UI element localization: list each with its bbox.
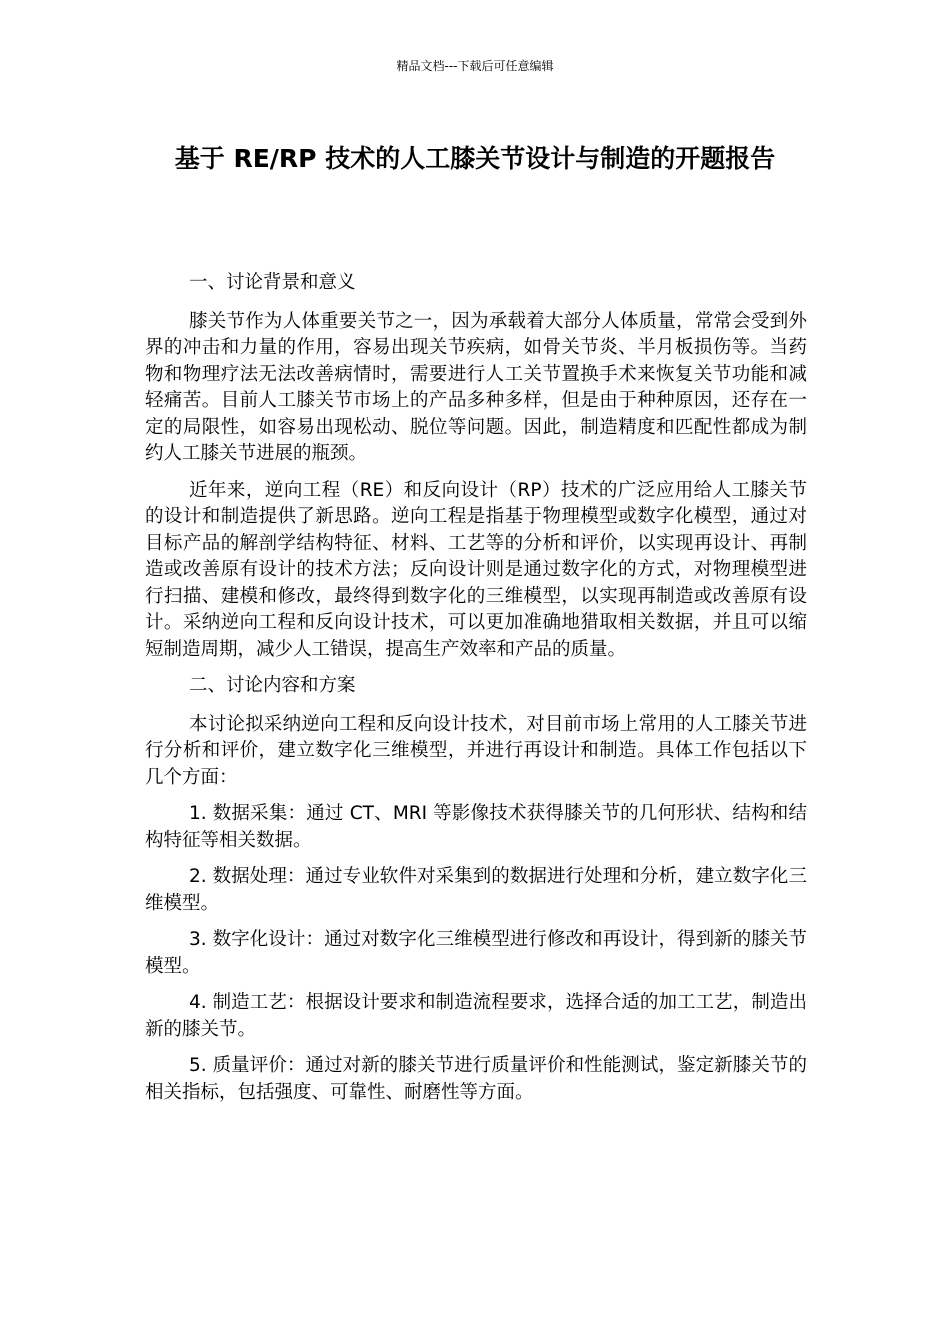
list-item-data-collection: 1. 数据采集：通过 CT、MRI 等影像技术获得膝关节的几何形状、结构和结构特征等相关数据。: [145, 803, 807, 851]
header-note: 精品文档---下载后可任意编辑: [396, 59, 554, 73]
list-item-quality-evaluation: 5. 质量评价：通过对新的膝关节进行质量评价和性能测试，鉴定新膝关节的相关指标，包括强度、可靠性、耐磨性等方面。: [145, 1055, 807, 1103]
list-item-digital-design: 3. 数字化设计：通过对数字化三维模型进行修改和再设计，得到新的膝关节模型。: [145, 929, 807, 977]
document-body: [145, 270, 807, 1116]
paragraph-content-intro: 本讨论拟采纳逆向工程和反向设计技术，对目前市场上常用的人工膝关节进行分析和评价，建立数字化三维模型，并进行再设计和制造。具体工作包括以下几个方面：: [145, 713, 807, 788]
paragraph-background-2: 近年来，逆向工程（RE）和反向设计（RP）技术的广泛应用给人工膝关节的设计和制造提供了新思路。逆向工程是指基于物理模型或数字化模型，通过对目标产品的解剖学结构特征、材料、工艺等的分析和评价，以实现再设计、再制造或改善原有设计的技术方法；反向设计则是通过数字化的方式，对物理模型进行扫描、建模和修改，最终得到数字化的三维模型，以实现再制造或改善原有设计。采纳逆向工程和反向设计技术，可以更加准确地猎取相关数据，并且可以缩短制造周期，减少人工错误，提高生产效率和产品的质量。: [145, 479, 807, 660]
section-heading-content: 二、讨论内容和方案: [189, 675, 356, 696]
list-item-manufacturing: 4. 制造工艺：根据设计要求和制造流程要求，选择合适的加工工艺，制造出新的膝关节。: [145, 992, 807, 1040]
list-item-data-processing: 2. 数据处理：通过专业软件对采集到的数据进行处理和分析，建立数字化三维模型。: [145, 866, 807, 914]
paragraph-background-1: 膝关节作为人体重要关节之一，因为承载着大部分人体质量，常常会受到外界的冲击和力量的作用，容易出现关节疾病，如骨关节炎、半月板损伤等。当药物和物理疗法无法改善病情时，需要进行人工关节置换手术来恢复关节功能和减轻痛苦。目前人工膝关节市场上的产品多种多样，但是由于种种原因，还存在一定的局限性，如容易出现松动、脱位等问题。因此，制造精度和匹配性都成为制约人工膝关节进展的瓶颈。: [145, 310, 807, 464]
document-title: 基于 RE/RP 技术的人工膝关节设计与制造的开题报告: [174, 144, 776, 173]
section-heading-background: 一、讨论背景和意义: [189, 272, 356, 293]
